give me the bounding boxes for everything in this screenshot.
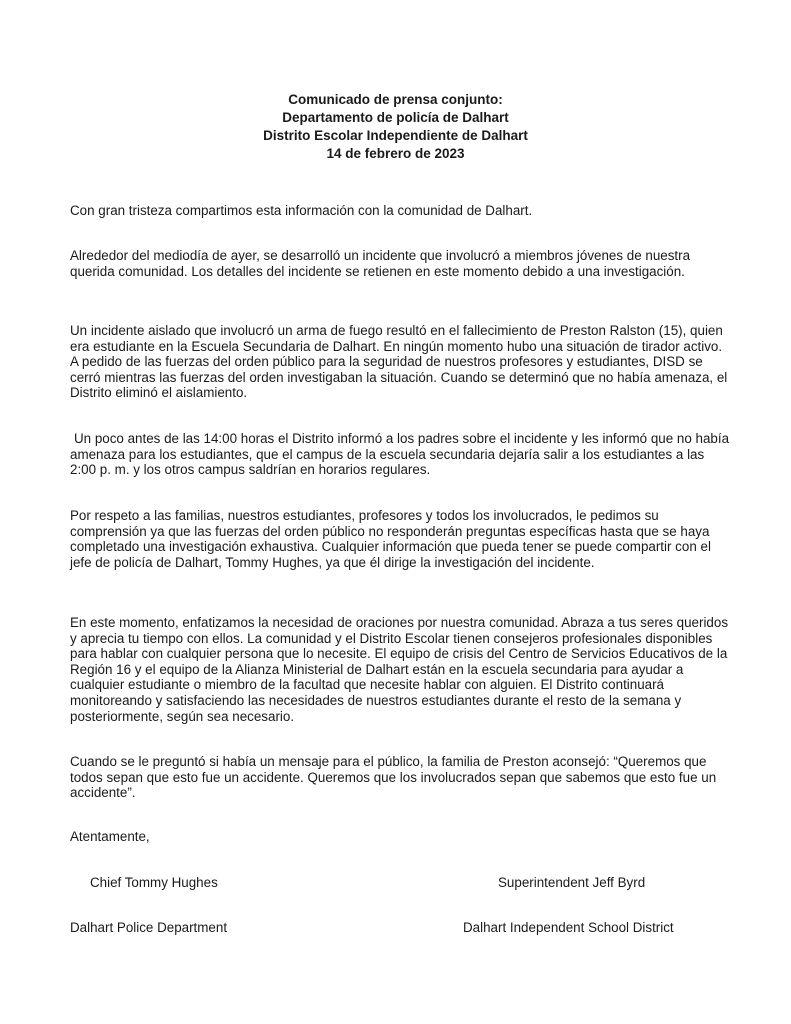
signature-left-org: Dalhart Police Department (70, 920, 228, 935)
paragraph-notification: Un poco antes de las 14:00 horas el Distrito informó a los padres sobre el incidente y les informó que no había amenaza para los estudiantes, que el campus de la escuela secundaria dejaría salir a los estudiantes a las 2:00 p. m. y los otros campus saldrían en horarios regulares. (70, 431, 730, 478)
signature-right-org: Dalhart Independent School District (463, 920, 674, 935)
closing-salutation: Atentamente, (70, 829, 150, 844)
paragraph-family-message: Cuando se le preguntó si había un mensaje para el público, la familia de Preston aconsejó: “Queremos que todos sepan que esto fue un accidente. Queremos que los involucrados sepan que sabemos que esto fue un accidente”. (70, 754, 717, 801)
header-police-department: Departamento de policía de Dalhart (282, 110, 509, 125)
paragraph-respect: Por respeto a las familias, nuestros estudiantes, profesores y todos los involucrados, le pedimos su comprensión ya que las fuerzas del orden público no responderán preguntas específicas hasta que se haya completado una investigación exhaustiva. Cualquier información que pueda tener se puede compartir con el jefe de policía de Dalhart, Tommy Hughes, ya que él dirige la investigación del incidente. (70, 508, 711, 570)
paragraph-prayers: En este momento, enfatizamos la necesidad de oraciones por nuestra comunidad. Abraza a tus seres queridos y aprecia tu tiempo con ellos. La comunidad y el Distrito Escolar tienen consejeros profesionales disponibles para hablar con cualquier persona que lo necesite. El equipo de crisis del Centro de Servicios Educativos de la Región 16 y el equipo de la Alianza Ministerial de Dalhart están en la escuela secundaria para ayudar a cualquier estudiante o miembro de la facultad que necesite hablar con alguien. El Distrito continuará monitoreando y satisfaciendo las necesidades de nuestros estudiantes durante el resto de la semana y posteriormente, según sea necesario. (70, 615, 729, 724)
press-release-header (0, 91, 791, 163)
signature-left-name: Chief Tommy Hughes (90, 875, 218, 890)
paragraph-intro: Con gran tristeza compartimos esta información con la comunidad de Dalhart. (70, 203, 533, 218)
header-title: Comunicado de prensa conjunto: (288, 92, 503, 107)
header-date: 14 de febrero de 2023 (326, 146, 465, 161)
paragraph-incident: Alrededor del mediodía de ayer, se desarrolló un incidente que involucró a miembros jóvenes de nuestra querida comunidad. Los detalles del incidente se retienen en este momento debido a una investigación. (70, 248, 691, 279)
paragraph-details: Un incidente aislado que involucró un arma de fuego resultó en el fallecimiento de Preston Ralston (15), quien era estudiante en la Escuela Secundaria de Dalhart. En ningún momento hubo una situación de tirador activo. A pedido de las fuerzas del orden público para la seguridad de nuestros profesores y estudiantes, DISD se cerró mientras las fuerzas del orden investigaban la situación. Cuando se determinó que no había amenaza, el Distrito eliminó el aislamiento. (70, 323, 728, 401)
header-school-district: Distrito Escolar Independiente de Dalhart (263, 128, 528, 143)
signature-right-name: Superintendent Jeff Byrd (498, 875, 646, 890)
